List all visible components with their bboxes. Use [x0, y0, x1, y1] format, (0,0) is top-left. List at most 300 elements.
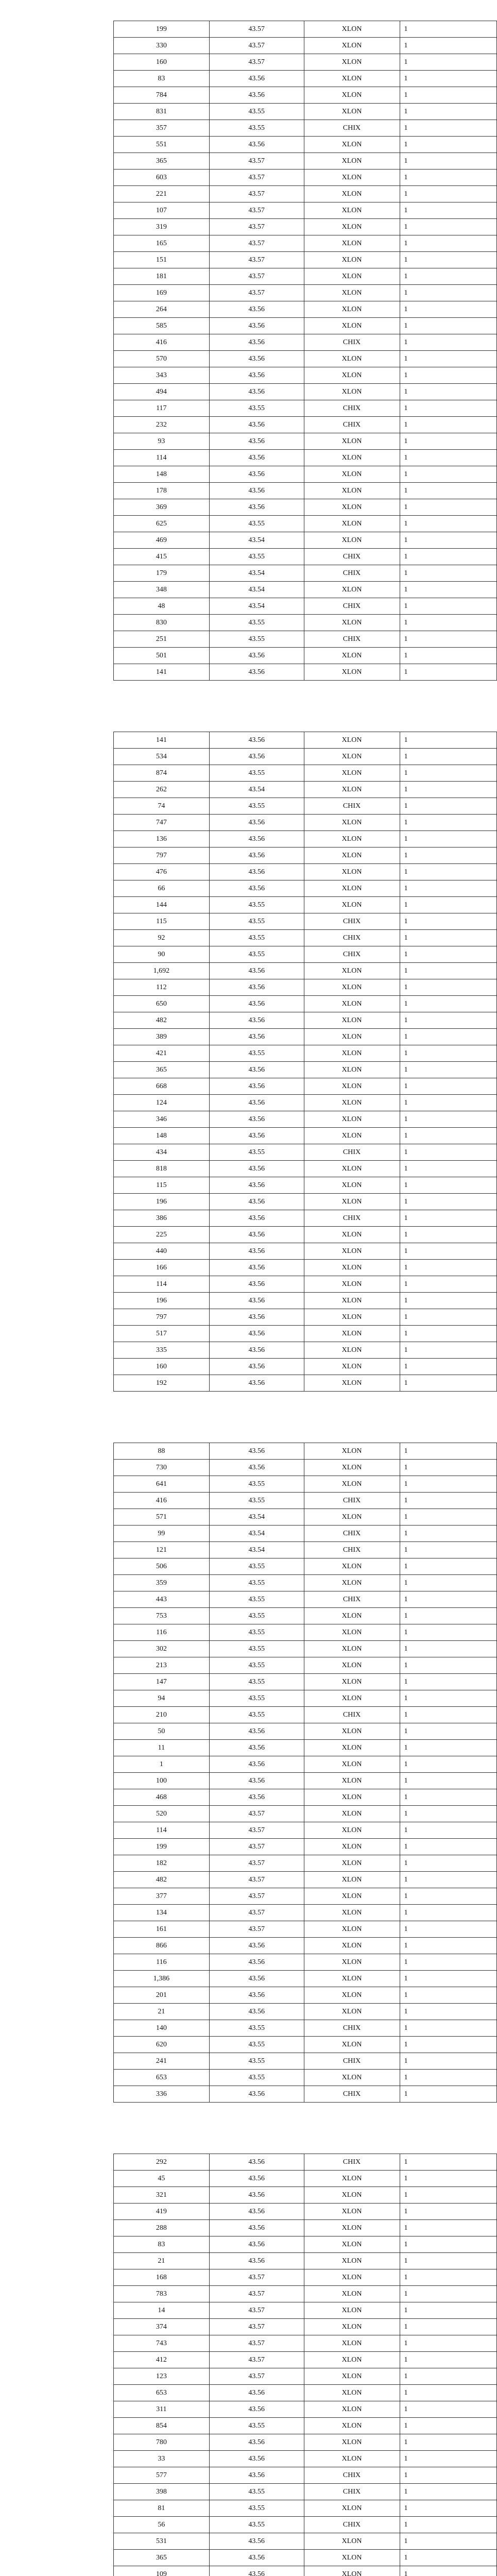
price-cell: 43.54	[209, 565, 304, 582]
table-row	[114, 54, 497, 71]
table-row	[114, 1872, 497, 1888]
truncated-cell: 1	[400, 963, 496, 979]
truncated-cell: 1	[400, 1111, 496, 1128]
volume-cell: 21	[114, 2253, 210, 2269]
volume-cell: 374	[114, 2319, 210, 2335]
table-row	[114, 1509, 497, 1526]
volume-cell: 830	[114, 615, 210, 631]
truncated-cell: 1	[400, 2086, 496, 2103]
volume-cell: 56	[114, 2517, 210, 2533]
table-row	[114, 2070, 497, 2086]
truncated-cell: 1	[400, 54, 496, 71]
table-row	[114, 202, 497, 219]
volume-cell: 653	[114, 2385, 210, 2401]
truncated-cell: 1	[400, 2220, 496, 2236]
truncated-cell: 1	[400, 384, 496, 400]
venue-cell: XLON	[304, 2401, 400, 2418]
price-cell: 43.55	[209, 1144, 304, 1161]
truncated-cell: 1	[400, 532, 496, 549]
price-cell: 43.57	[209, 1839, 304, 1855]
venue-cell: XLON	[304, 2352, 400, 2368]
venue-cell: XLON	[304, 1641, 400, 1657]
price-cell: 43.55	[209, 1476, 304, 1493]
table-row	[114, 1227, 497, 1243]
venue-cell: CHIX	[304, 913, 400, 930]
price-cell: 43.56	[209, 71, 304, 87]
truncated-cell: 1	[400, 2004, 496, 2020]
volume-cell: 440	[114, 1243, 210, 1260]
venue-cell: XLON	[304, 1855, 400, 1872]
volume-cell: 641	[114, 1476, 210, 1493]
volume-cell: 109	[114, 2566, 210, 2576]
table-row	[114, 1575, 497, 1591]
venue-cell: XLON	[304, 351, 400, 367]
price-cell: 43.56	[209, 1987, 304, 2004]
truncated-cell: 1	[400, 170, 496, 186]
volume-cell: 874	[114, 765, 210, 782]
truncated-cell: 1	[400, 897, 496, 913]
table-row	[114, 549, 497, 565]
truncated-cell: 1	[400, 2037, 496, 2053]
price-cell: 43.57	[209, 153, 304, 170]
table-row	[114, 815, 497, 831]
table-row	[114, 1558, 497, 1575]
venue-cell: XLON	[304, 1789, 400, 1806]
table-row	[114, 1526, 497, 1542]
venue-cell: XLON	[304, 2220, 400, 2236]
volume-cell: 141	[114, 732, 210, 749]
venue-cell: XLON	[304, 1359, 400, 1375]
price-cell: 43.57	[209, 1872, 304, 1888]
price-cell: 43.56	[209, 1443, 304, 1460]
table-row	[114, 318, 497, 334]
volume-cell: 11	[114, 1740, 210, 1756]
volume-cell: 818	[114, 1161, 210, 1177]
table-row	[114, 2352, 497, 2368]
volume-cell: 33	[114, 2451, 210, 2467]
truncated-cell: 1	[400, 2451, 496, 2467]
venue-cell: XLON	[304, 466, 400, 483]
price-cell: 43.56	[209, 2236, 304, 2253]
truncated-cell: 1	[400, 2484, 496, 2500]
table-row	[114, 2335, 497, 2352]
table-row	[114, 466, 497, 483]
truncated-cell: 1	[400, 1921, 496, 1938]
table-row	[114, 2434, 497, 2451]
table-row	[114, 1608, 497, 1624]
price-cell: 43.57	[209, 2368, 304, 2385]
transactions-table-4	[113, 2154, 497, 2576]
venue-cell: XLON	[304, 2253, 400, 2269]
truncated-cell: 1	[400, 516, 496, 532]
truncated-cell: 1	[400, 466, 496, 483]
truncated-cell: 1	[400, 1723, 496, 1740]
volume-cell: 783	[114, 2286, 210, 2302]
price-cell: 43.56	[209, 1375, 304, 1392]
price-cell: 43.56	[209, 1326, 304, 1342]
price-cell: 43.55	[209, 1558, 304, 1575]
truncated-cell: 1	[400, 1789, 496, 1806]
table-row	[114, 2302, 497, 2319]
volume-cell: 1,386	[114, 1971, 210, 1987]
table-row	[114, 219, 497, 235]
truncated-cell: 1	[400, 1128, 496, 1144]
volume-cell: 482	[114, 1872, 210, 1888]
table-row	[114, 2171, 497, 2187]
volume-cell: 147	[114, 1674, 210, 1690]
table-row	[114, 1359, 497, 1375]
venue-cell: XLON	[304, 1921, 400, 1938]
volume-cell: 469	[114, 532, 210, 549]
table-row	[114, 963, 497, 979]
venue-cell: XLON	[304, 815, 400, 831]
venue-cell: XLON	[304, 87, 400, 104]
venue-cell: XLON	[304, 782, 400, 798]
truncated-cell: 1	[400, 1905, 496, 1921]
venue-cell: XLON	[304, 2187, 400, 2204]
table-row	[114, 137, 497, 153]
venue-cell: CHIX	[304, 2154, 400, 2171]
table-row	[114, 1293, 497, 1309]
truncated-cell: 1	[400, 1062, 496, 1078]
venue-cell: CHIX	[304, 2053, 400, 2070]
truncated-cell: 1	[400, 1375, 496, 1392]
volume-cell: 365	[114, 2550, 210, 2566]
price-cell: 43.56	[209, 664, 304, 681]
venue-cell: XLON	[304, 2418, 400, 2434]
venue-cell: XLON	[304, 2286, 400, 2302]
volume-cell: 443	[114, 1591, 210, 1608]
truncated-cell: 1	[400, 1276, 496, 1293]
volume-cell: 517	[114, 1326, 210, 1342]
truncated-cell: 1	[400, 1260, 496, 1276]
price-cell: 43.57	[209, 1905, 304, 1921]
truncated-cell: 1	[400, 285, 496, 301]
table-row	[114, 582, 497, 598]
truncated-cell: 1	[400, 1872, 496, 1888]
price-cell: 43.56	[209, 1756, 304, 1773]
venue-cell: XLON	[304, 864, 400, 880]
truncated-cell: 1	[400, 2171, 496, 2187]
price-cell: 43.55	[209, 913, 304, 930]
volume-cell: 196	[114, 1293, 210, 1309]
truncated-cell: 1	[400, 2236, 496, 2253]
price-cell: 43.56	[209, 2187, 304, 2204]
truncated-cell: 1	[400, 268, 496, 285]
table-row	[114, 1954, 497, 1971]
table-row	[114, 120, 497, 137]
venue-cell: XLON	[304, 1460, 400, 1476]
truncated-cell: 1	[400, 2020, 496, 2037]
transactions-table-3	[113, 1443, 497, 2103]
price-cell: 43.57	[209, 2302, 304, 2319]
truncated-cell: 1	[400, 38, 496, 54]
volume-cell: 14	[114, 2302, 210, 2319]
table-row	[114, 1855, 497, 1872]
venue-cell: XLON	[304, 615, 400, 631]
price-cell: 43.55	[209, 2070, 304, 2086]
venue-cell: XLON	[304, 54, 400, 71]
price-cell: 43.56	[209, 1789, 304, 1806]
truncated-cell: 1	[400, 549, 496, 565]
price-cell: 43.56	[209, 2154, 304, 2171]
price-cell: 43.54	[209, 782, 304, 798]
truncated-cell: 1	[400, 815, 496, 831]
venue-cell: XLON	[304, 2550, 400, 2566]
volume-cell: 506	[114, 1558, 210, 1575]
price-cell: 43.56	[209, 996, 304, 1012]
volume-cell: 213	[114, 1657, 210, 1674]
truncated-cell: 1	[400, 1773, 496, 1789]
table-row	[114, 2053, 497, 2070]
truncated-cell: 1	[400, 104, 496, 120]
volume-cell: 141	[114, 664, 210, 681]
table-row	[114, 2004, 497, 2020]
price-cell: 43.56	[209, 1359, 304, 1375]
volume-cell: 117	[114, 400, 210, 417]
price-cell: 43.54	[209, 532, 304, 549]
table-row	[114, 2500, 497, 2517]
volume-cell: 115	[114, 913, 210, 930]
truncated-cell: 1	[400, 2204, 496, 2220]
volume-cell: 288	[114, 2220, 210, 2236]
price-cell: 43.56	[209, 384, 304, 400]
venue-cell: XLON	[304, 2269, 400, 2286]
table-row	[114, 1012, 497, 1029]
table-row	[114, 1476, 497, 1493]
table-row	[114, 1111, 497, 1128]
truncated-cell: 1	[400, 1542, 496, 1558]
truncated-cell: 1	[400, 71, 496, 87]
venue-cell: XLON	[304, 2171, 400, 2187]
volume-cell: 92	[114, 930, 210, 946]
truncated-cell: 1	[400, 1526, 496, 1542]
price-cell: 43.57	[209, 1855, 304, 1872]
table-row	[114, 87, 497, 104]
volume-cell: 160	[114, 1359, 210, 1375]
truncated-cell: 1	[400, 565, 496, 582]
table-row	[114, 2204, 497, 2220]
table-row	[114, 516, 497, 532]
volume-cell: 854	[114, 2418, 210, 2434]
table-row	[114, 1194, 497, 1210]
price-cell: 43.57	[209, 285, 304, 301]
venue-cell: XLON	[304, 848, 400, 864]
table-row	[114, 483, 497, 499]
price-cell: 43.55	[209, 2484, 304, 2500]
price-cell: 43.56	[209, 1971, 304, 1987]
venue-cell: CHIX	[304, 334, 400, 351]
volume-cell: 144	[114, 897, 210, 913]
transactions-table-1	[113, 21, 497, 681]
table-row	[114, 2368, 497, 2385]
truncated-cell: 1	[400, 2319, 496, 2335]
truncated-cell: 1	[400, 2385, 496, 2401]
venue-cell: XLON	[304, 1243, 400, 1260]
venue-cell: XLON	[304, 367, 400, 384]
venue-cell: XLON	[304, 2302, 400, 2319]
price-cell: 43.57	[209, 268, 304, 285]
volume-cell: 377	[114, 1888, 210, 1905]
venue-cell: XLON	[304, 1839, 400, 1855]
table-row	[114, 400, 497, 417]
truncated-cell: 1	[400, 433, 496, 450]
table-row	[114, 615, 497, 631]
table-row	[114, 2484, 497, 2500]
volume-cell: 321	[114, 2187, 210, 2204]
volume-cell: 346	[114, 1111, 210, 1128]
table-row	[114, 2467, 497, 2484]
volume-cell: 620	[114, 2037, 210, 2053]
price-cell: 43.56	[209, 749, 304, 765]
venue-cell: XLON	[304, 1740, 400, 1756]
venue-cell: CHIX	[304, 2484, 400, 2500]
venue-cell: XLON	[304, 2319, 400, 2335]
price-cell: 43.57	[209, 21, 304, 38]
volume-cell: 784	[114, 87, 210, 104]
volume-cell: 81	[114, 2500, 210, 2517]
truncated-cell: 1	[400, 1938, 496, 1954]
truncated-cell: 1	[400, 1309, 496, 1326]
volume-cell: 114	[114, 1822, 210, 1839]
table-row	[114, 417, 497, 433]
volume-cell: 797	[114, 1309, 210, 1326]
price-cell: 43.56	[209, 831, 304, 848]
price-cell: 43.55	[209, 631, 304, 648]
truncated-cell: 1	[400, 880, 496, 897]
price-cell: 43.56	[209, 1773, 304, 1789]
truncated-cell: 1	[400, 137, 496, 153]
venue-cell: XLON	[304, 1029, 400, 1045]
price-cell: 43.55	[209, 104, 304, 120]
price-cell: 43.56	[209, 979, 304, 996]
price-cell: 43.56	[209, 1309, 304, 1326]
volume-cell: 136	[114, 831, 210, 848]
table-row	[114, 2220, 497, 2236]
table-row	[114, 71, 497, 87]
table-row	[114, 1756, 497, 1773]
price-cell: 43.56	[209, 880, 304, 897]
price-cell: 43.56	[209, 137, 304, 153]
venue-cell: XLON	[304, 483, 400, 499]
table-row	[114, 433, 497, 450]
table-row	[114, 946, 497, 963]
volume-cell: 330	[114, 38, 210, 54]
table-row	[114, 1260, 497, 1276]
volume-cell: 476	[114, 864, 210, 880]
table-row	[114, 2385, 497, 2401]
table-row	[114, 1591, 497, 1608]
volume-cell: 241	[114, 2053, 210, 2070]
venue-cell: XLON	[304, 1657, 400, 1674]
table-row	[114, 1921, 497, 1938]
price-cell: 43.57	[209, 202, 304, 219]
truncated-cell: 1	[400, 1707, 496, 1723]
truncated-cell: 1	[400, 1293, 496, 1309]
truncated-cell: 1	[400, 782, 496, 798]
truncated-cell: 1	[400, 186, 496, 202]
price-cell: 43.56	[209, 2550, 304, 2566]
table-row	[114, 1128, 497, 1144]
truncated-cell: 1	[400, 2253, 496, 2269]
table-row	[114, 21, 497, 38]
price-cell: 43.56	[209, 1227, 304, 1243]
venue-cell: XLON	[304, 1342, 400, 1359]
truncated-cell: 1	[400, 252, 496, 268]
table-row	[114, 1690, 497, 1707]
price-cell: 43.57	[209, 2319, 304, 2335]
table-row	[114, 1740, 497, 1756]
truncated-cell: 1	[400, 2550, 496, 2566]
truncated-cell: 1	[400, 87, 496, 104]
volume-cell: 747	[114, 815, 210, 831]
table-row	[114, 1707, 497, 1723]
venue-cell: XLON	[304, 1806, 400, 1822]
truncated-cell: 1	[400, 153, 496, 170]
volume-cell: 359	[114, 1575, 210, 1591]
price-cell: 43.55	[209, 765, 304, 782]
table-row	[114, 1062, 497, 1078]
table-row	[114, 2319, 497, 2335]
price-cell: 43.56	[209, 2434, 304, 2451]
table-row	[114, 1987, 497, 2004]
volume-cell: 124	[114, 1095, 210, 1111]
volume-cell: 501	[114, 648, 210, 664]
venue-cell: XLON	[304, 1938, 400, 1954]
volume-cell: 831	[114, 104, 210, 120]
price-cell: 43.56	[209, 732, 304, 749]
price-cell: 43.57	[209, 235, 304, 252]
volume-cell: 94	[114, 1690, 210, 1707]
venue-cell: XLON	[304, 2368, 400, 2385]
truncated-cell: 1	[400, 2302, 496, 2319]
price-cell: 43.56	[209, 483, 304, 499]
volume-cell: 166	[114, 1260, 210, 1276]
venue-cell: XLON	[304, 1575, 400, 1591]
price-cell: 43.56	[209, 433, 304, 450]
venue-cell: XLON	[304, 301, 400, 318]
volume-cell: 116	[114, 1954, 210, 1971]
venue-cell: CHIX	[304, 930, 400, 946]
venue-cell: XLON	[304, 2070, 400, 2086]
price-cell: 43.55	[209, 1707, 304, 1723]
volume-cell: 114	[114, 1276, 210, 1293]
price-cell: 43.56	[209, 1260, 304, 1276]
volume-cell: 148	[114, 466, 210, 483]
venue-cell: XLON	[304, 1905, 400, 1921]
price-cell: 43.57	[209, 2286, 304, 2302]
price-cell: 43.55	[209, 2500, 304, 2517]
table-row	[114, 1161, 497, 1177]
truncated-cell: 1	[400, 1954, 496, 1971]
volume-cell: 650	[114, 996, 210, 1012]
truncated-cell: 1	[400, 615, 496, 631]
table-row	[114, 1443, 497, 1460]
table-row	[114, 979, 497, 996]
truncated-cell: 1	[400, 648, 496, 664]
volume-cell: 336	[114, 2086, 210, 2103]
venue-cell: CHIX	[304, 1210, 400, 1227]
table-row	[114, 1210, 497, 1227]
venue-cell: XLON	[304, 170, 400, 186]
volume-cell: 365	[114, 1062, 210, 1078]
venue-cell: XLON	[304, 1260, 400, 1276]
truncated-cell: 1	[400, 450, 496, 466]
volume-cell: 412	[114, 2352, 210, 2368]
price-cell: 43.56	[209, 2171, 304, 2187]
truncated-cell: 1	[400, 1210, 496, 1227]
truncated-cell: 1	[400, 664, 496, 681]
